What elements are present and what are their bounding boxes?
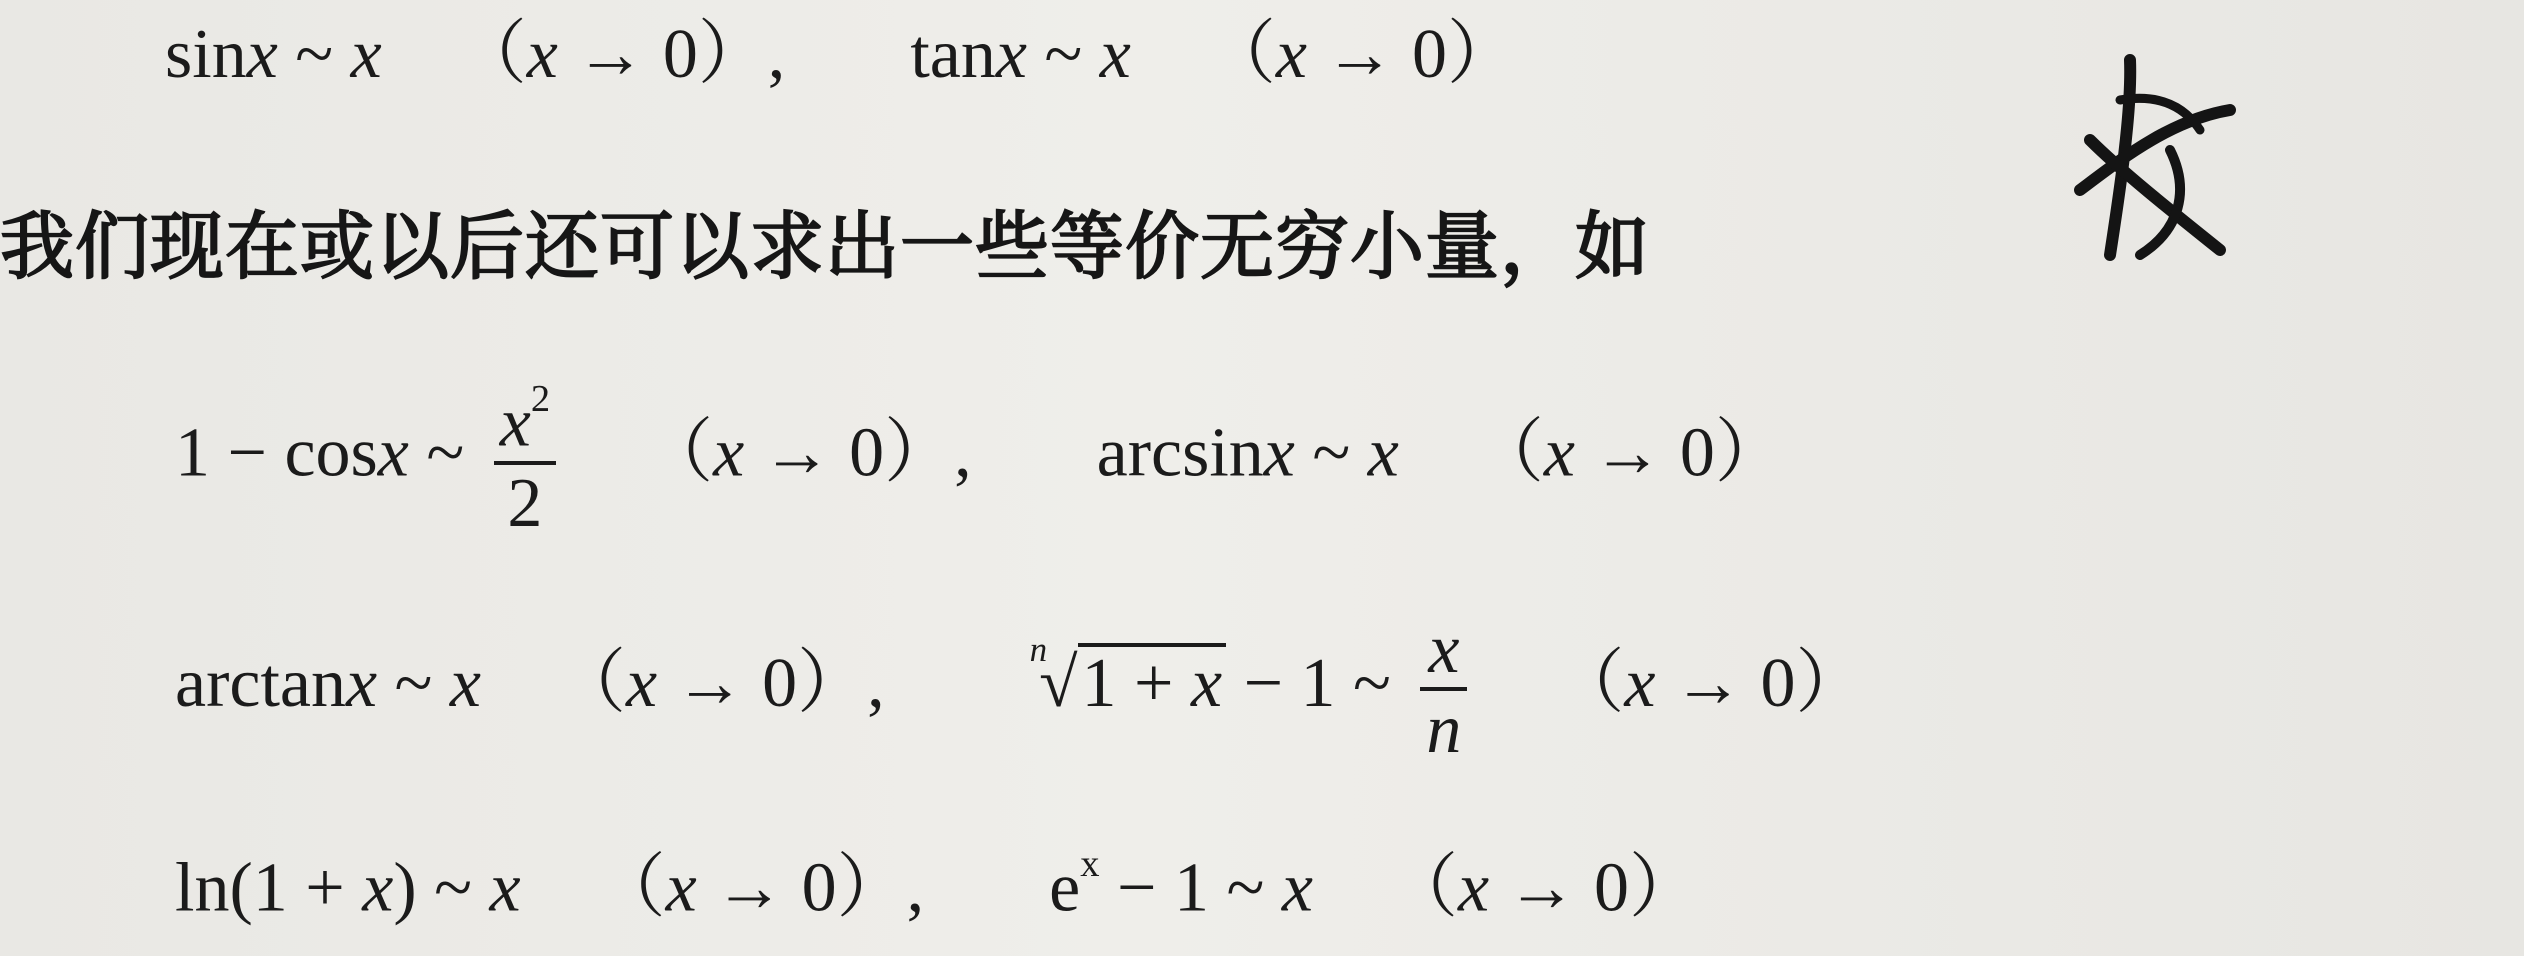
limit-text: → 0）, [557, 16, 786, 93]
var-x: x [713, 414, 745, 492]
limit-text: → 0） [1655, 645, 1866, 723]
var-x: x [362, 849, 394, 927]
var-x: x [1190, 645, 1223, 723]
limit-text: → 0）, [696, 849, 925, 927]
paren-open: （ [643, 414, 714, 492]
radicand [1078, 643, 1227, 723]
numerator: x [1420, 615, 1467, 691]
var-x: x [345, 645, 378, 723]
paren-open: （ [595, 849, 666, 927]
paren-open: （ [1205, 16, 1276, 93]
limit-text: → 0） [1489, 849, 1700, 927]
var-x: x [489, 849, 521, 927]
sym-equiv: ~ [377, 645, 450, 723]
handwritten-mark-icon [2060, 40, 2260, 270]
text-e: e [1049, 849, 1081, 927]
var-x: x [1367, 414, 1399, 492]
paren-open: （ [1387, 849, 1458, 927]
var-x: x [1624, 645, 1656, 723]
paren-open: （ [556, 645, 626, 723]
formula-line-cos-arcsin [175, 378, 1785, 542]
radical-sign: √ [1039, 645, 1078, 723]
fraction-x-over-n [1420, 611, 1467, 768]
var-x: x [1457, 849, 1490, 927]
sym-equiv: ~ [1294, 414, 1368, 492]
fraction-x2-over-2 [494, 378, 556, 542]
formula-line-arctan-root [175, 611, 1866, 768]
radicand-text: 1 + [1081, 645, 1191, 723]
formula-line-sin-tan [165, 16, 1517, 93]
var-x: x [499, 384, 531, 462]
exponent: 2 [530, 378, 551, 420]
text-tan: tan [910, 16, 996, 93]
var-x: x [350, 16, 382, 93]
var-x: x [1263, 414, 1295, 492]
minus-one-equiv: − 1 ~ [1099, 849, 1282, 927]
paren-open: （ [1554, 645, 1625, 723]
var-x: x [1099, 16, 1131, 93]
formula-line-ln-exp [175, 843, 1700, 927]
var-x: x [1281, 849, 1313, 927]
limit-text: → 0） [1306, 16, 1517, 93]
minus-one-equiv: − 1 ~ [1226, 645, 1409, 723]
denominator: 2 [507, 464, 543, 542]
var-x: x [246, 16, 278, 93]
denominator: n [1426, 691, 1462, 768]
paren-open: （ [1473, 414, 1544, 492]
var-x: x [449, 645, 481, 723]
close-paren-equiv: ) ~ [393, 849, 490, 927]
text-arctan: arctan [175, 645, 346, 723]
limit-text: → 0）, [657, 645, 885, 723]
text-ln: ln(1 + [175, 849, 363, 927]
var-x: x [1275, 16, 1307, 93]
var-x: x [526, 16, 558, 93]
chinese-sentence: 我们现在或以后还可以求出一些等价无穷小量，如 [0, 204, 1650, 290]
var-x: x [1543, 414, 1575, 492]
sym-equiv: ~ [277, 16, 351, 93]
exponent: x [1080, 843, 1100, 885]
var-x: x [665, 849, 697, 927]
sym-equiv: ~ [1026, 16, 1100, 93]
root-index: n [1029, 629, 1048, 669]
paren-open: （ [456, 16, 527, 93]
sym-equiv: ~ [408, 414, 482, 492]
text-arcsin: arcsin [1096, 414, 1264, 492]
text-1-minus-cos: 1 − cos [175, 414, 378, 492]
limit-text: → 0）, [744, 414, 972, 492]
var-x: x [377, 414, 409, 492]
var-x: x [995, 16, 1027, 93]
var-x: x [626, 645, 658, 723]
limit-text: → 0） [1574, 414, 1785, 492]
text-sin: sin [165, 16, 247, 93]
